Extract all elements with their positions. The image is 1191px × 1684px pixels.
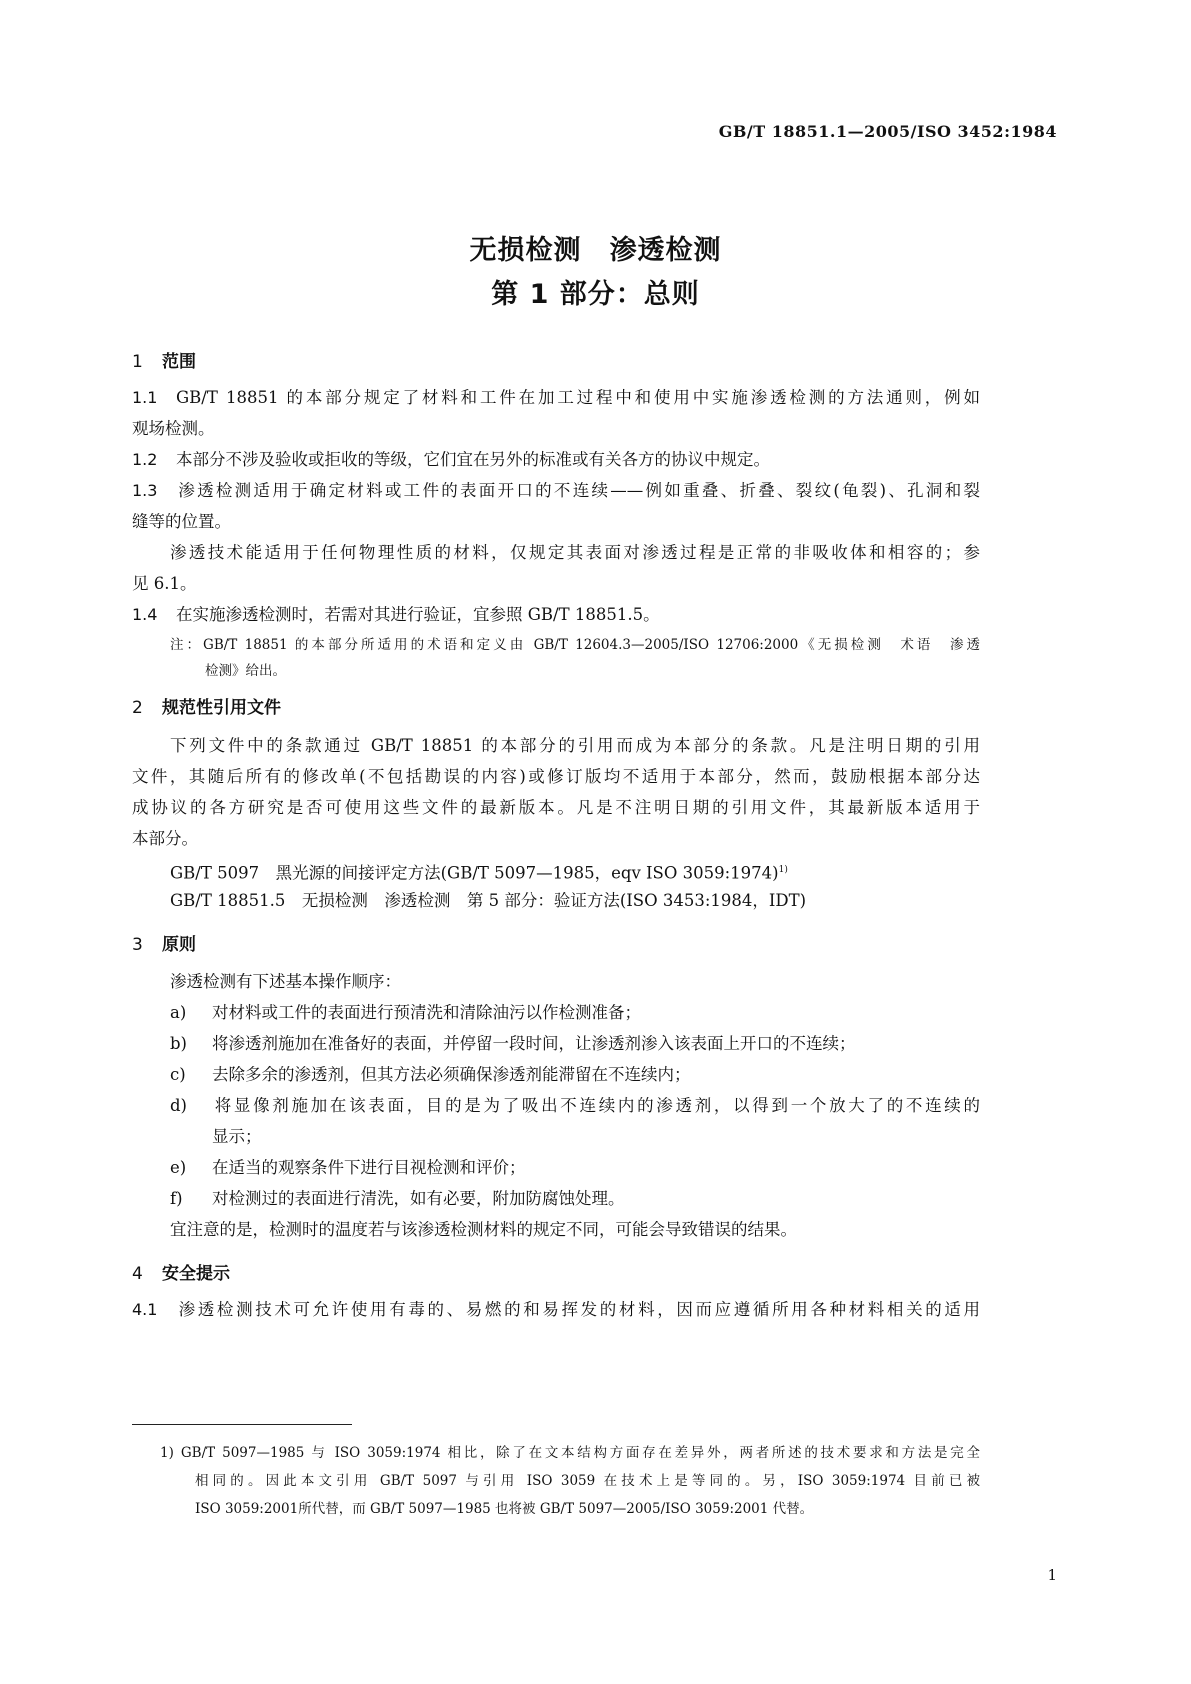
clause-4-1 — [132, 1299, 980, 1321]
clause-number: 1.3 — [132, 481, 158, 500]
clause-1-4 — [132, 604, 660, 626]
list-item: a) 对材料或工件的表面进行预清洗和清除油污以作检测准备； — [170, 1003, 641, 1022]
clause-1-3 — [132, 480, 980, 502]
clause-number: 1.4 — [132, 605, 158, 624]
paragraph-penetrant-technique: 渗透技术能适用于任何物理性质的材料，仅规定其表面对渗透过程是正常的非吸收体和相容的；参 — [170, 543, 980, 562]
standard-code-header: GB/T 18851.1—2005/ISO 3452:1984 — [718, 122, 1057, 141]
paragraph-line: 成协议的各方研究是否可使用这些文件的最新版本。凡是不注明日期的引用文件，其最新版本适用于 — [132, 798, 980, 817]
section-number: 3 — [132, 935, 143, 955]
paragraph-line: 下列文件中的条款通过 GB/T 18851 的本部分的引用而成为本部分的条款。凡是注明日期的引用 — [170, 736, 980, 755]
footnote-line: 相同的。因此本文引用 GB/T 5097 与引用 ISO 3059 在技术上是等同的。另，ISO 3059:1974 目前已被 — [195, 1473, 980, 1489]
principle-closing: 宜注意的是，检测时的温度若与该渗透检测材料的规定不同，可能会导致错误的结果。 — [170, 1220, 797, 1239]
clause-text: 在实施渗透检测时，若需对其进行验证，宜参照 GB/T 18851.5。 — [176, 605, 660, 624]
section-number: 4 — [132, 1264, 143, 1284]
section-number: 2 — [132, 698, 143, 718]
clause-1-3-continuation: 缝等的位置。 — [132, 512, 231, 531]
clause-1-1 — [132, 387, 980, 409]
footnote-divider — [132, 1424, 352, 1425]
list-item: e) 在适当的观察条件下进行目视检测和评价； — [170, 1158, 526, 1177]
list-item: c) 去除多余的渗透剂，但其方法必须确保渗透剂能滞留在不连续内； — [170, 1065, 691, 1084]
clause-text: GB/T 18851 的本部分规定了材料和工件在加工过程中和使用中实施渗透检测的方法通则，例如 — [176, 388, 980, 407]
note: 注：GB/T 18851 的本部分所适用的术语和定义由 GB/T 12604.3—2005/ISO 12706:2000《无损检测 术语 渗透 — [170, 637, 980, 653]
clause-text: 渗透检测适用于确定材料或工件的表面开口的不连续——例如重叠、折叠、裂纹(龟裂)、孔洞和裂 — [176, 481, 980, 500]
clause-1-2 — [132, 449, 770, 471]
clause-number: 1.2 — [132, 450, 158, 469]
section-title: 安全提示 — [162, 1264, 230, 1284]
list-item-continuation: 显示； — [212, 1127, 262, 1146]
page-number: 1 — [1047, 1566, 1057, 1584]
section-number: 1 — [132, 352, 143, 372]
paragraph-line: 文件，其随后所有的修改单(不包括勘误的内容)或修订版均不适用于本部分，然而，鼓励根据本部分达 — [132, 767, 980, 786]
paragraph-continuation: 见 6.1。 — [132, 574, 197, 593]
paragraph-line: 本部分。 — [132, 829, 198, 848]
section-2-heading — [132, 693, 281, 718]
footnote-line: 1) GB/T 5097—1985 与 ISO 3059:1974 相比，除了在文本结构方面存在差异外，两者所述的技术要求和方法是完全 — [160, 1445, 980, 1461]
principle-intro: 渗透检测有下述基本操作顺序： — [170, 972, 401, 991]
section-title: 范围 — [162, 352, 196, 372]
section-4-heading — [132, 1259, 230, 1284]
clause-number: 1.1 — [132, 388, 158, 407]
footnote-marker: 1) — [778, 865, 788, 875]
list-item: d) 将显像剂施加在该表面，目的是为了吸出不连续内的渗透剂，以得到一个放大了的不连续的 — [170, 1096, 980, 1115]
clause-1-1-continuation: 观场检测。 — [132, 419, 215, 438]
document-title-line2: 第 1 部分：总则 — [491, 279, 700, 310]
clause-text: 本部分不涉及验收或拒收的等级，它们宜在另外的标准或有关各方的协议中规定。 — [176, 450, 770, 469]
clause-number: 4.1 — [132, 1300, 158, 1319]
section-title: 原则 — [162, 935, 196, 955]
document-title-line1: 无损检测 渗透检测 — [469, 235, 722, 266]
section-1-heading — [132, 347, 196, 372]
clause-text: 渗透检测技术可允许使用有毒的、易燃的和易挥发的材料，因而应遵循所用各种材料相关的适用 — [176, 1300, 980, 1319]
section-3-heading — [132, 930, 196, 955]
normative-reference-1: GB/T 5097 黑光源的间接评定方法(GB/T 5097—1985，eqv ISO 3059:1974)$^{1)}$ — [170, 863, 788, 883]
section-title: 规范性引用文件 — [162, 698, 281, 718]
footnote-line: ISO 3059:2001所代替，而 GB/T 5097—1985 也将被 GB/T 5097—2005/ISO 3059:2001 代替。 — [195, 1501, 814, 1517]
list-item: f) 对检测过的表面进行清洗，如有必要，附加防腐蚀处理。 — [170, 1189, 625, 1208]
normative-reference-2: GB/T 18851.5 无损检测 渗透检测 第 5 部分：验证方法(ISO 3453:1984，IDT) — [170, 891, 807, 910]
note-continuation: 检测》给出。 — [205, 663, 286, 679]
list-item: b) 将渗透剂施加在准备好的表面，并停留一段时间，让渗透剂渗入该表面上开口的不连续； — [170, 1034, 856, 1053]
